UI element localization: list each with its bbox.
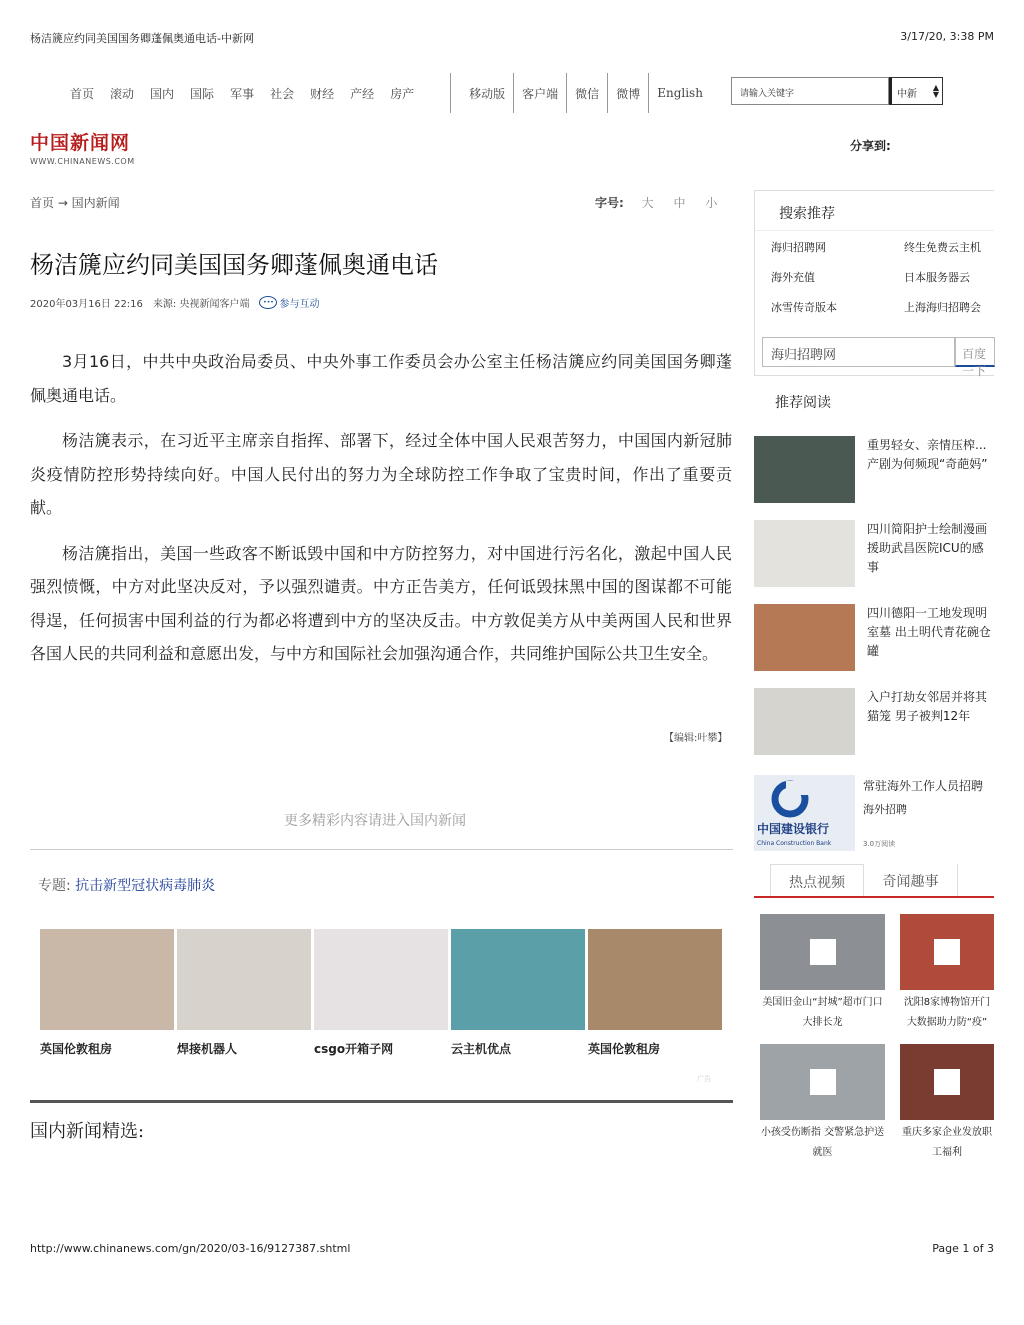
ad-caption: 英国伦敦租房 xyxy=(588,1042,661,1056)
article-body xyxy=(30,345,732,683)
video-tabs xyxy=(754,864,994,898)
video-caption: 小孩受伤断指 交警紧急护送就医 xyxy=(760,1127,885,1158)
search-link[interactable]: 海归招聘网 xyxy=(771,241,826,254)
ad-item[interactable] xyxy=(40,929,177,1057)
more-news-link[interactable]: 更多精彩内容请进入国内新闻 xyxy=(284,813,466,829)
site-logo[interactable] xyxy=(30,128,140,166)
video-caption: 重庆多家企业发放职工福利 xyxy=(902,1127,992,1158)
select-arrows-icon: ▲ ▼ xyxy=(932,83,939,99)
sidebar-search-input[interactable]: 海归招聘网 xyxy=(762,337,955,367)
nav-item-realestate[interactable]: 房产 xyxy=(390,86,415,101)
search-link[interactable]: 上海海归招聘会 xyxy=(904,301,981,314)
article-datetime: 2020年03月16日 22:16 xyxy=(30,299,143,310)
ad-caption: 焊接机器人 xyxy=(177,1042,238,1056)
topic-row xyxy=(38,875,215,895)
rec-item[interactable] xyxy=(754,688,994,755)
ccb-bank-cn: 中国建设银行 xyxy=(757,822,830,836)
article-title: 杨洁篪应约同美国国务卿蓬佩奥通电话 xyxy=(30,251,438,279)
topic-label: 专题: xyxy=(38,878,71,894)
search-link[interactable]: 日本服务器云 xyxy=(904,271,970,284)
nav-item-scroll[interactable]: 滚动 xyxy=(110,86,135,101)
top-nav xyxy=(70,78,711,108)
nav-wechat[interactable]: 微信 xyxy=(567,73,608,113)
print-page-number: Page 1 of 3 xyxy=(932,1242,994,1255)
video-item[interactable] xyxy=(900,1044,994,1163)
rec-title: 入户打劫女邻居并将其猫笼 男子被判12年 xyxy=(867,690,988,723)
ad-image xyxy=(40,929,174,1030)
play-icon xyxy=(810,1069,836,1095)
logo-cn: 中国新闻网 xyxy=(30,132,131,154)
video-caption: 美国旧金山“封城”超市门口大排长龙 xyxy=(762,997,883,1028)
ad-image xyxy=(451,929,585,1030)
print-page-title: 杨洁篪应约同美国国务卿蓬佩奥通电话-中新网 xyxy=(30,32,254,45)
nav-client[interactable]: 客户端 xyxy=(514,73,567,113)
ad-item[interactable] xyxy=(588,929,725,1057)
font-size-small[interactable]: 小 xyxy=(705,196,718,210)
section-divider xyxy=(30,1100,733,1103)
ccb-logo xyxy=(754,775,855,851)
font-size-label: 字号: xyxy=(595,196,624,210)
share-label: 分享到: xyxy=(850,139,891,153)
divider xyxy=(30,849,733,850)
nav-weibo[interactable]: 微博 xyxy=(608,73,649,113)
rec-title: 四川德阳一工地发现明室墓 出土明代青花碗仓罐 xyxy=(867,606,991,658)
ad-caption: csgo开箱子网 xyxy=(314,1042,394,1056)
interact-label: 参与互动 xyxy=(279,299,320,310)
domestic-news-heading: 国内新闻精选: xyxy=(30,1121,145,1142)
ccb-sub: 海外招聘 xyxy=(863,803,907,816)
ccb-views: 3.0万阅读 xyxy=(863,840,896,848)
ccb-title: 常驻海外工作人员招聘 xyxy=(863,779,984,793)
ad-tag: 广告 xyxy=(697,1075,711,1083)
ccb-ad[interactable] xyxy=(754,775,994,851)
print-url: http://www.chinanews.com/gn/2020/03-16/9127387.shtml xyxy=(30,1242,351,1255)
font-size-medium[interactable]: 中 xyxy=(673,196,686,210)
print-date: 3/17/20, 3:38 PM xyxy=(900,30,994,43)
font-size-switcher xyxy=(595,194,733,211)
rec-title: 四川简阳护士绘制漫画援助武昌医院ICU的感事 xyxy=(867,522,988,574)
video-thumbnail xyxy=(900,914,994,990)
nav-english[interactable]: English xyxy=(657,86,703,100)
breadcrumb[interactable]: 首页 → 国内新闻 xyxy=(30,196,120,210)
tab-oddities[interactable]: 奇闻趣事 xyxy=(864,864,958,896)
rec-item[interactable] xyxy=(754,436,994,503)
search-recommend-heading: 搜索推荐 xyxy=(755,191,994,231)
ad-image xyxy=(314,929,448,1030)
ad-item[interactable] xyxy=(177,929,314,1057)
nav-item-international[interactable]: 国际 xyxy=(190,86,215,101)
search-select[interactable] xyxy=(889,77,943,105)
rec-thumbnail xyxy=(754,520,855,587)
video-thumbnail xyxy=(900,1044,994,1120)
comment-bubble-icon: ••• xyxy=(259,296,277,309)
video-thumbnail xyxy=(760,1044,885,1120)
video-caption: 沈阳8家博物馆开门大数据助力防“疫” xyxy=(903,997,991,1028)
search-link[interactable]: 终生免费云主机 xyxy=(904,241,981,254)
article-paragraph: 3月16日，中共中央政治局委员、中央外事工作委员会办公室主任杨洁篪应约同美国国务卿蓬佩奥通电话。 xyxy=(30,352,732,405)
play-icon xyxy=(934,1069,960,1095)
tab-hot-video[interactable]: 热点视频 xyxy=(770,864,864,896)
rec-title: 重男轻女、亲情压榨...产剧为何频现“奇葩妈” xyxy=(867,438,988,471)
search-link[interactable]: 海外充值 xyxy=(771,271,815,284)
rec-thumbnail xyxy=(754,436,855,503)
ad-image xyxy=(588,929,722,1030)
video-thumbnail xyxy=(760,914,885,990)
ccb-logo-icon xyxy=(754,775,855,851)
nav-item-domestic[interactable]: 国内 xyxy=(150,86,175,101)
ad-item[interactable] xyxy=(314,929,451,1057)
ad-image xyxy=(177,929,311,1030)
video-item[interactable] xyxy=(760,1044,885,1163)
article-editor: 【编辑:叶攀】 xyxy=(664,733,728,744)
logo-en: WWW.CHINANEWS.COM xyxy=(30,157,135,166)
play-icon xyxy=(934,939,960,965)
ad-item[interactable] xyxy=(451,929,588,1057)
video-item[interactable] xyxy=(900,914,994,1033)
rec-thumbnail xyxy=(754,688,855,755)
font-size-large[interactable]: 大 xyxy=(641,196,654,210)
search-link[interactable]: 冰雪传奇版本 xyxy=(771,301,837,314)
article-paragraph: 杨洁篪表示，在习近平主席亲自指挥、部署下，经过全体中国人民艰苦努力，中国国内新冠肺炎疫情防控形势持续向好。中国人民付出的努力为全球防控工作争取了宝贵时间，作出了重要贡献。 xyxy=(30,431,732,517)
video-item[interactable] xyxy=(760,914,885,1033)
topic-link[interactable]: 抗击新型冠状病毒肺炎 xyxy=(75,878,216,894)
ad-strip xyxy=(40,929,725,1057)
article-paragraph: 杨洁篪指出，美国一些政客不断诋毁中国和中方防控努力，对中国进行污名化，激起中国人民强烈愤慨，中方对此坚决反对，予以强烈谴责。中方正告美方，任何诋毁抹黑中国的图谋都不可能得逞，任何损害中国利益的行为都必将遭到中方的坚决反击。中方敦促美方从中美两国人民和世界各国人民的共同利益和意愿出发，与中方和国际社会加强沟通合作，共同维护国际公共卫生安全。 xyxy=(30,543,732,663)
search-input[interactable]: 请输入关键字 xyxy=(731,77,889,105)
rec-thumbnail xyxy=(754,604,855,671)
nav-item-finance[interactable]: 财经 xyxy=(310,86,335,101)
baidu-search-button[interactable]: 百度一下 xyxy=(955,337,995,367)
nav-item-society[interactable]: 社会 xyxy=(270,86,295,101)
nav-divider xyxy=(450,73,451,113)
search-recommend-links xyxy=(755,231,994,315)
play-icon xyxy=(810,939,836,965)
article-source: 来源: 央视新闻客户端 xyxy=(152,299,250,310)
nav-item-home[interactable]: 首页 xyxy=(70,86,95,101)
nav-item-military[interactable]: 军事 xyxy=(230,86,255,101)
search-recommend-box xyxy=(754,190,994,376)
rec-item[interactable] xyxy=(754,604,994,671)
ad-caption: 英国伦敦租房 xyxy=(40,1042,113,1056)
nav-item-industry[interactable]: 产经 xyxy=(350,86,375,101)
ad-caption: 云主机优点 xyxy=(451,1042,512,1056)
rec-item[interactable] xyxy=(754,520,994,587)
recommended-heading: 推荐阅读 xyxy=(775,395,831,411)
nav-mobile[interactable]: 移动版 xyxy=(461,73,514,113)
print-footer xyxy=(30,1242,994,1255)
article-meta xyxy=(30,295,339,310)
ccb-bank-en: China Construction Bank xyxy=(757,840,832,847)
search-select-value: 中新 xyxy=(897,89,917,100)
interact-link[interactable] xyxy=(259,295,329,310)
print-header xyxy=(30,30,994,46)
